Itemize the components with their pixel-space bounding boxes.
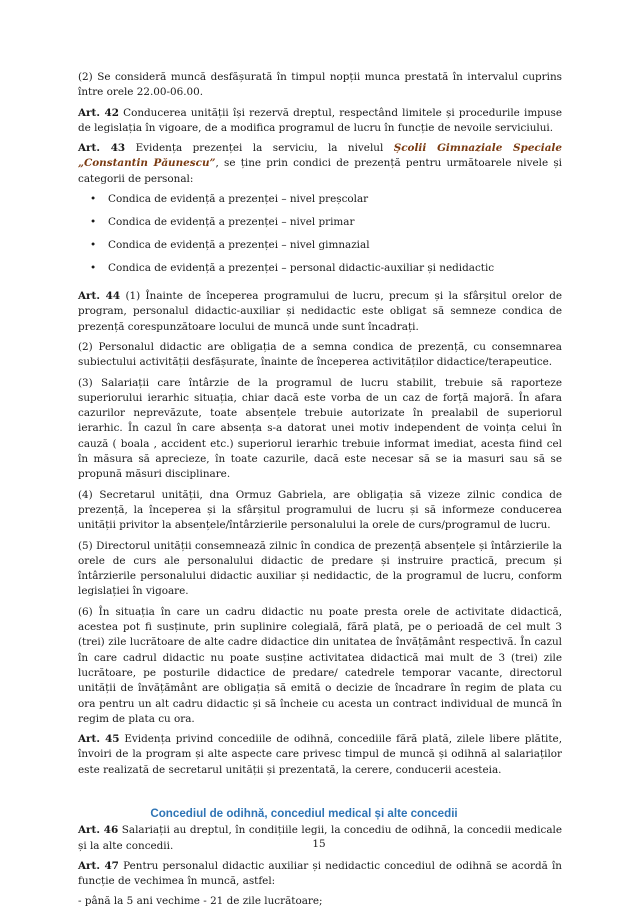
list-item-text: Condica de evidență a prezenței – nivel preșcolar [108,193,369,206]
article-45-text: Evidența privind concediile de odihnă, concediile fără plată, zilele libere plătite, învoiri de la program și alte aspecte care privesc timpul de muncă și odihnă al salariaților este realizată de secretarul unității și prezentată, la cerere, conducerii acesteia. [78,733,562,776]
article-45-label: Art. 45 [78,733,120,746]
list-item-text: Condica de evidență a prezenței – nivel gimnazial [108,239,370,252]
list-item [78,192,562,215]
article-42 [78,106,562,137]
list-item-text: Condica de evidență a prezenței – nivel primar [108,216,355,229]
bullet-icon: • [90,262,97,275]
article-44 [78,289,562,335]
article-44-paragraph-3: (3) Salariații care întârzie de la programul de lucru stabilit, trebuie să raporteze superiorului ierarhic situația, chiar dacă este vorba de un caz de forță majoră. În afara cazurilor neprevăzute, toate absențele trebuie autorizate în prealabil de superiorul ierarhic. În cazul în care absența s-a datorat unei motiv independent de voința celui în cauză ( boala , accident etc.) superiorul ierarhic trebuie informat imediat, acesta fiind cel în măsura să aprecieze, în toate cazurile, dacă este necesar să se ia masuri sau să se propună măsuri disciplinare. [78,376,562,481]
article-43-text-end: , se ține prin condici de prezență pentru următoarele nivele și categorii de personal: [78,157,562,185]
article-44-paragraph-6: (6) În situația în care un cadru didactic nu poate presta orele de activitate didactică, acestea pot fi susținute, prin suplinire colegială, fără plată, pe o perioadă de cel mult 3 (trei) zile lucrătoare de alte cadre didactice din unitatea de învățământ respectivă. În cazul în care cadrul didactic nu poate susține activitatea didactică mai mult de 3 (trei) zile lucrătoare, pe posturile didactice de predare/ catedrele temporar vacante, directorul unității de învățământ are obligația să emită o decizie de încadrare în regim de plata cu ora pentru un alt cadru didactic și să încheie cu acesta un contract individual de muncă în regim de plata cu ora. [78,605,562,725]
bullet-icon: • [90,193,97,206]
page-number: 15 [312,838,326,850]
list-item [78,215,562,238]
article-44-text: (1) Înainte de începerea programului de lucru, precum și la sfârșitul orelor de program, personalul didactic-auxiliar și nedidactic este obligat să semneze condica de prezență corespunzătoare locului de muncă unde sunt încadrați. [78,290,563,333]
bullet-icon: • [90,239,97,252]
article-44-label: Art. 44 [78,290,121,303]
article-47-item-1: - până la 5 ani vechime - 21 de zile lucrătoare; [78,895,323,908]
article-46-label: Art. 46 [78,824,119,837]
section-heading: Concediul de odihnă, concediul medical și alte concedii [150,806,458,820]
article-47-label: Art. 47 [78,859,119,872]
article-44-paragraph-2: (2) Personalul didactic are obligația de a semna condica de prezență, cu consemnarea subiectului activității desfășurate, înainte de începerea activităților didactice/terapeutice. [78,340,562,369]
document-body [78,70,562,915]
school-name: Școlii Gimnaziale Speciale „Constantin Păunescu” [78,142,562,170]
paragraph-night-work: (2) Se consideră muncă desfășurată în timpul nopții munca prestată în intervalul cuprins între orele 22.00-06.00. [78,71,562,99]
article-43-label: Art. 43 [78,142,126,155]
article-44-paragraph-5: (5) Directorul unității consemnează zilnic în condica de prezență absențele și întârzierile la orele de curs ale personalului didactic de predare și instruire practică, precum și întârzierile personalului didactic auxiliar și nedidactic, de la programul de lucru, conform legislației în vigoare. [78,539,562,598]
list-item [78,261,562,284]
article-44-paragraph-4: (4) Secretarul unității, dna Ormuz Gabriela, are obligația să vizeze zilnic condica de prezență, la începerea și la sfârșitul programului de lucru și să informeze conducerea unității privitor la absențele/întârzierile personalului la orele de curs/programul de lucru. [78,488,562,532]
article-42-label: Art. 42 [78,106,119,119]
bullet-icon: • [90,216,97,229]
article-42-text: Conducerea unității își rezervă dreptul, respectând limitele și procedurile impuse de legislația în vigoare, de a modifica programul de lucru în funcție de nevoile serviciului. [78,106,563,134]
article-43-text-start: Evidența prezenței la serviciu, la nivelul [125,142,394,155]
list-item [78,238,562,261]
list-item-text: Condica de evidență a prezenței – personal didactic-auxiliar și nedidactic [108,262,495,275]
article-46-text: Salariații au dreptul, în condițiile legii, la concediu de odihnă, la concedii medicale și la alte concedii. [78,824,562,852]
article-43 [78,141,562,187]
article-45 [78,732,562,778]
attendance-book-list [78,192,562,284]
article-47 [78,859,562,890]
article-47-text: Pentru personalul didactic auxiliar și nedidactic concediul de odihnă se acordă în funcție de vechimea în muncă, astfel: [78,859,562,888]
